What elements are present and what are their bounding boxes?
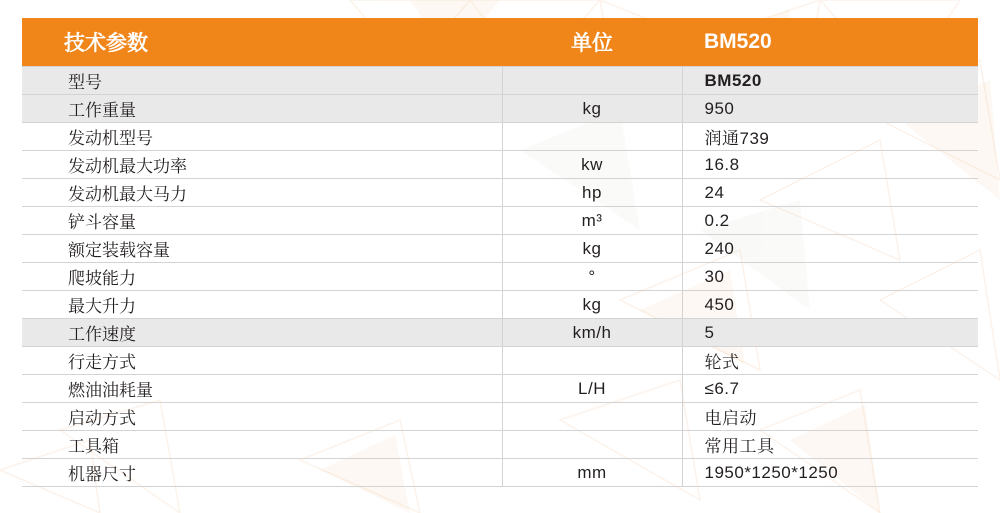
cell-value: 24 bbox=[682, 179, 978, 207]
cell-unit bbox=[502, 431, 682, 459]
cell-parameter: 爬坡能力 bbox=[22, 263, 502, 291]
spec-table-container bbox=[22, 18, 978, 487]
cell-value: ≤6.7 bbox=[682, 375, 978, 403]
cell-parameter: 额定装载容量 bbox=[22, 235, 502, 263]
cell-parameter: 发动机最大功率 bbox=[22, 151, 502, 179]
cell-parameter: 工作速度 bbox=[22, 319, 502, 347]
cell-unit: kg bbox=[502, 95, 682, 123]
table-row bbox=[22, 375, 978, 403]
cell-parameter: 燃油油耗量 bbox=[22, 375, 502, 403]
table-row bbox=[22, 347, 978, 375]
cell-parameter: 启动方式 bbox=[22, 403, 502, 431]
header-parameter: 技术参数 bbox=[22, 18, 502, 67]
cell-unit: kg bbox=[502, 291, 682, 319]
table-row bbox=[22, 459, 978, 487]
cell-parameter: 最大升力 bbox=[22, 291, 502, 319]
cell-unit: kg bbox=[502, 235, 682, 263]
table-row bbox=[22, 179, 978, 207]
table-header bbox=[22, 18, 978, 67]
cell-value: 16.8 bbox=[682, 151, 978, 179]
cell-value: 电启动 bbox=[682, 403, 978, 431]
cell-value: 30 bbox=[682, 263, 978, 291]
cell-value: 轮式 bbox=[682, 347, 978, 375]
cell-value: BM520 bbox=[682, 67, 978, 95]
table-row bbox=[22, 403, 978, 431]
cell-value: 950 bbox=[682, 95, 978, 123]
cell-value: 5 bbox=[682, 319, 978, 347]
cell-parameter: 型号 bbox=[22, 67, 502, 95]
cell-parameter: 铲斗容量 bbox=[22, 207, 502, 235]
table-row bbox=[22, 95, 978, 123]
table-row bbox=[22, 291, 978, 319]
cell-unit bbox=[502, 123, 682, 151]
cell-value: 240 bbox=[682, 235, 978, 263]
cell-unit: kw bbox=[502, 151, 682, 179]
cell-unit bbox=[502, 403, 682, 431]
table-row bbox=[22, 319, 978, 347]
header-unit: 单位 bbox=[502, 18, 682, 67]
cell-value: 1950*1250*1250 bbox=[682, 459, 978, 487]
table-row bbox=[22, 123, 978, 151]
table-row bbox=[22, 67, 978, 95]
cell-value: 0.2 bbox=[682, 207, 978, 235]
cell-unit bbox=[502, 347, 682, 375]
cell-unit: km/h bbox=[502, 319, 682, 347]
table-row bbox=[22, 207, 978, 235]
cell-unit: hp bbox=[502, 179, 682, 207]
cell-unit: L/H bbox=[502, 375, 682, 403]
header-row bbox=[22, 18, 978, 67]
table-row bbox=[22, 151, 978, 179]
specification-table bbox=[22, 18, 978, 487]
cell-value: 450 bbox=[682, 291, 978, 319]
cell-unit bbox=[502, 67, 682, 95]
cell-parameter: 工作重量 bbox=[22, 95, 502, 123]
cell-unit: m³ bbox=[502, 207, 682, 235]
cell-parameter: 发动机型号 bbox=[22, 123, 502, 151]
cell-unit: ° bbox=[502, 263, 682, 291]
header-model: BM520 bbox=[682, 18, 978, 67]
cell-parameter: 机器尺寸 bbox=[22, 459, 502, 487]
cell-parameter: 行走方式 bbox=[22, 347, 502, 375]
table-body bbox=[22, 67, 978, 487]
cell-value: 润通739 bbox=[682, 123, 978, 151]
cell-unit: mm bbox=[502, 459, 682, 487]
cell-value: 常用工具 bbox=[682, 431, 978, 459]
cell-parameter: 发动机最大马力 bbox=[22, 179, 502, 207]
cell-parameter: 工具箱 bbox=[22, 431, 502, 459]
table-row bbox=[22, 235, 978, 263]
table-row bbox=[22, 263, 978, 291]
table-row bbox=[22, 431, 978, 459]
